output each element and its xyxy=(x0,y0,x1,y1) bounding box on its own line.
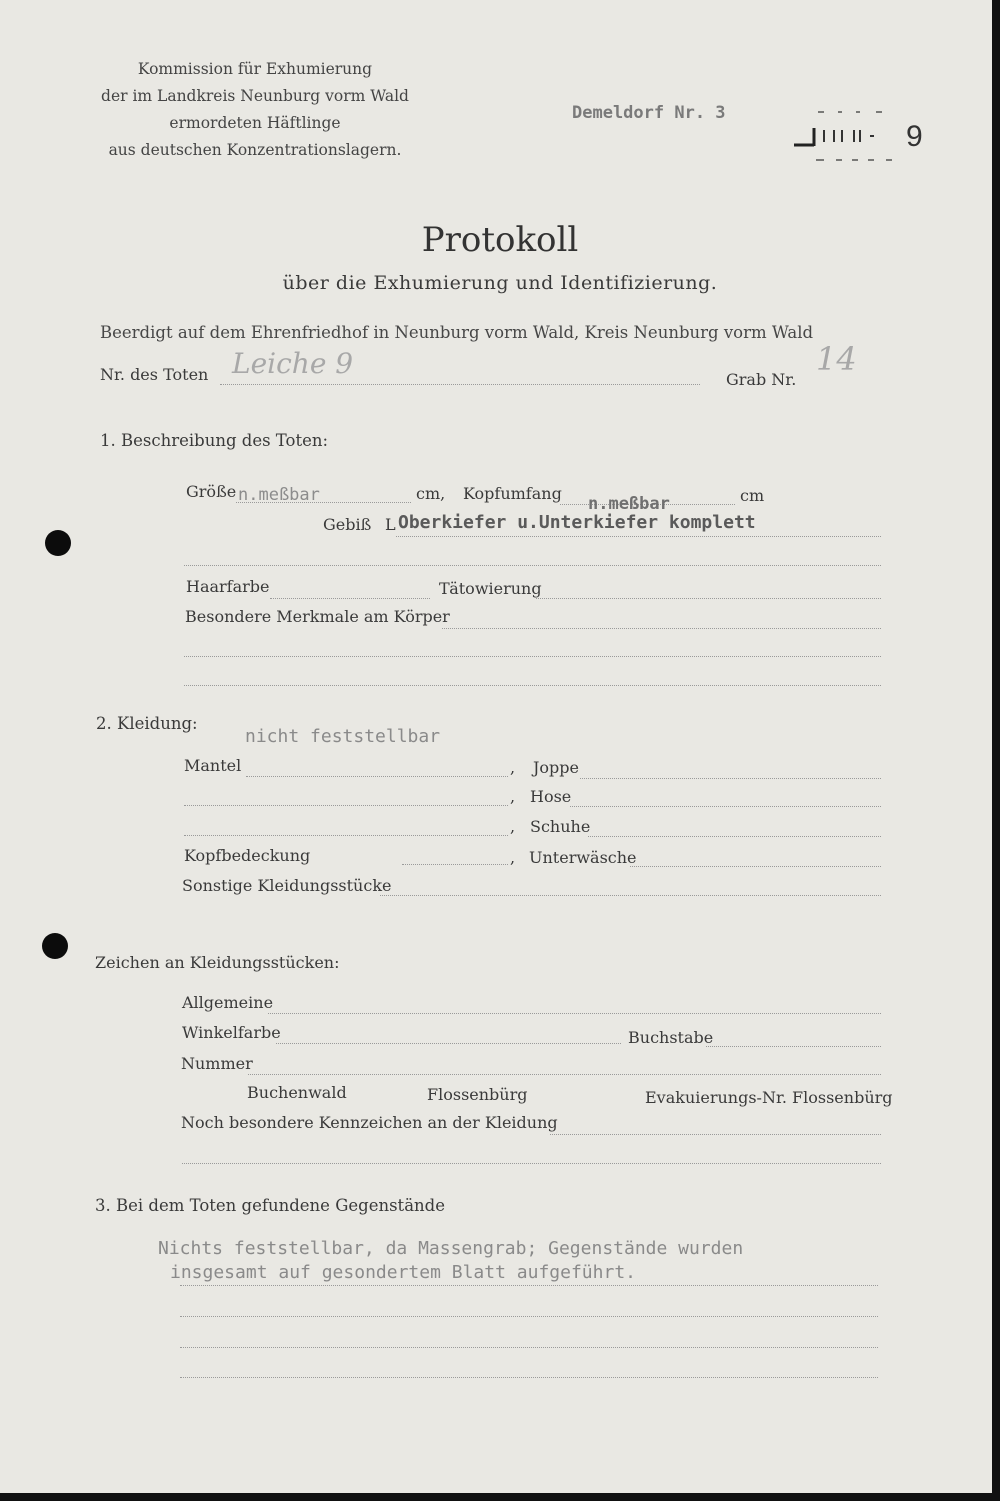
jacket-line xyxy=(580,778,881,779)
found-items-rule-2 xyxy=(180,1316,878,1317)
letter-label: Buchstabe xyxy=(628,1028,714,1047)
evacuation-number-label: Evakuierungs-Nr. Flossenbürg xyxy=(645,1088,893,1107)
general-marks-line xyxy=(268,1013,881,1014)
header-line-1: Kommission für Exhumierung xyxy=(137,60,373,78)
headwear-label: Kopfbedeckung xyxy=(184,846,311,865)
general-marks-label: Allgemeine xyxy=(182,993,274,1012)
punch-hole-bottom xyxy=(42,933,68,959)
scan-edge-right xyxy=(992,0,1000,1501)
head-circumference-unit: cm xyxy=(740,486,765,505)
coat-label: Mantel xyxy=(184,756,242,775)
grave-number-handwriting: 14 xyxy=(816,340,857,378)
location-stamp: Demeldorf Nr. 3 xyxy=(572,103,726,123)
teeth-line xyxy=(396,536,881,537)
number-line xyxy=(248,1074,881,1075)
burial-line: Beerdigt auf dem Ehrenfriedhof in Neunburg vorm Wald, Kreis Neunburg vorm Wald xyxy=(100,323,814,342)
blank-line-5 xyxy=(184,835,508,836)
section2-title: 2. Kleidung: xyxy=(96,714,198,733)
tattoo-line xyxy=(536,598,881,599)
header-line-4: aus deutschen Konzentrationslagern. xyxy=(108,141,402,159)
special-clothing-marks-line xyxy=(550,1134,881,1135)
clothing-value: nicht feststellbar xyxy=(245,726,441,747)
trousers-label: Hose xyxy=(530,787,572,806)
blank-line-4 xyxy=(184,805,508,806)
other-clothing-label: Sonstige Kleidungsstücke xyxy=(182,876,392,895)
special-marks-label: Besondere Merkmale am Körper xyxy=(185,607,450,626)
height-value: n.meßbar xyxy=(238,485,320,505)
found-items-rule-1 xyxy=(180,1285,878,1286)
teeth-prefix: L xyxy=(385,515,396,534)
header-line-3: ermordeten Häftlinge xyxy=(169,114,341,132)
angle-color-label: Winkelfarbe xyxy=(182,1023,281,1042)
height-label: Größe xyxy=(186,482,237,501)
jacket-label: Joppe xyxy=(533,758,579,777)
punch-hole-top xyxy=(45,530,71,556)
comma-2: , xyxy=(510,787,516,806)
document-title: Protokoll xyxy=(421,220,579,260)
commission-header xyxy=(85,56,425,164)
angle-color-line xyxy=(276,1043,621,1044)
document-subtitle: über die Exhumierung und Identifizierung. xyxy=(282,272,718,294)
blank-line-3 xyxy=(184,685,881,686)
buchenwald-label: Buchenwald xyxy=(247,1083,347,1102)
grave-number-label: Grab Nr. xyxy=(726,370,797,389)
section1-title: 1. Beschreibung des Toten: xyxy=(100,431,329,450)
height-unit: cm, xyxy=(416,484,446,503)
underwear-label: Unterwäsche xyxy=(529,848,637,867)
comma-4: , xyxy=(510,848,516,867)
hair-color-line xyxy=(270,598,430,599)
scan-edge-bottom xyxy=(0,1493,1000,1501)
head-circumference-label: Kopfumfang xyxy=(463,484,562,503)
underwear-line xyxy=(630,866,881,867)
number-label: Nummer xyxy=(181,1054,253,1073)
blank-line-1 xyxy=(184,565,881,566)
letter-line xyxy=(706,1046,881,1047)
blank-line-6 xyxy=(182,1163,881,1164)
page-number: 9 xyxy=(906,120,923,153)
special-marks-line xyxy=(442,628,881,629)
head-circumference-value: n.meßbar xyxy=(588,494,670,514)
comma-3: , xyxy=(510,817,516,836)
found-items-line-1: Nichts feststellbar, da Massengrab; Gegenstände wurden xyxy=(158,1238,744,1259)
found-items-rule-4 xyxy=(180,1377,878,1378)
section3-title: 3. Bei dem Toten gefundene Gegenstände xyxy=(95,1196,445,1215)
special-clothing-marks-label: Noch besondere Kennzeichen an der Kleidung xyxy=(181,1113,558,1132)
header-line-2: der im Landkreis Neunburg vorm Wald xyxy=(101,87,409,105)
headwear-line xyxy=(402,864,508,865)
shoes-label: Schuhe xyxy=(530,817,591,836)
other-clothing-line xyxy=(380,895,881,896)
coat-line xyxy=(246,776,508,777)
found-items-line-2: insgesamt auf gesondertem Blatt aufgeführt. xyxy=(170,1262,636,1283)
dead-number-line xyxy=(220,384,700,385)
teeth-value: Oberkiefer u.Unterkiefer komplett xyxy=(398,512,756,533)
shoes-line xyxy=(588,836,881,837)
hair-color-label: Haarfarbe xyxy=(186,577,270,596)
comma-1: , xyxy=(510,758,516,777)
tattoo-label: Tätowierung xyxy=(439,579,542,598)
trousers-line xyxy=(570,806,881,807)
dead-number-label: Nr. des Toten xyxy=(100,365,209,384)
teeth-label: Gebiß xyxy=(323,515,372,534)
blank-line-2 xyxy=(184,656,881,657)
clothing-marks-title: Zeichen an Kleidungsstücken: xyxy=(95,953,340,972)
flossenburg-label: Flossenbürg xyxy=(427,1085,528,1104)
dead-number-handwriting: Leiche 9 xyxy=(232,347,354,380)
found-items-rule-3 xyxy=(180,1347,878,1348)
